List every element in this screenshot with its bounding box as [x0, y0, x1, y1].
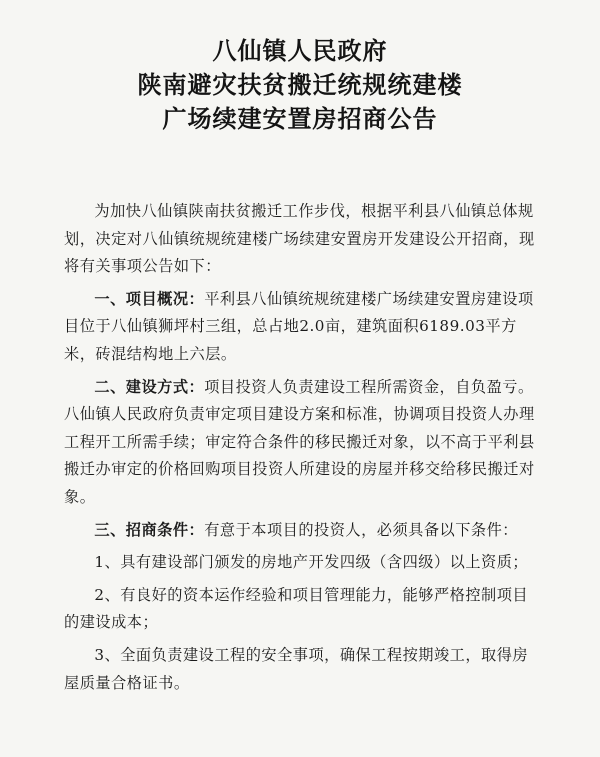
condition-item: 2、有良好的资本运作经验和项目管理能力，能够严格控制项目的建设成本；	[64, 585, 529, 632]
title-line-2: 陕南避灾扶贫搬迁统规统建楼	[137, 71, 463, 99]
section-project-overview	[64, 286, 542, 369]
section-text: 项目投资人负责建设工程所需资金，自负盈亏。八仙镇人民政府负责审定项目建设方案和标准，协调项目投资人办理工程开工所需手续；审定符合条件的移民搬迁对象，以不高于平利县搬迁办审定的价格回购项目投资人所建设的房屋并移交给移民搬迁对象。	[64, 377, 535, 506]
title-line-3: 广场续建安置房招商公告	[162, 105, 438, 133]
section-construction-method	[64, 374, 542, 512]
title-line-1: 八仙镇人民政府	[212, 37, 388, 65]
intro-paragraph: 为加快八仙镇陕南扶贫搬迁工作步伐，根据平利县八仙镇总体规划，决定对八仙镇统规统建楼广场续建安置房开发建设公开招商，现将有关事项公告如下：	[64, 202, 535, 276]
section-investment-conditions	[64, 517, 542, 545]
section-label: 二、建设方式：	[94, 377, 205, 396]
condition-item: 3、全面负责建设工程的安全事项，确保工程按期竣工，取得房屋质量合格证书。	[64, 645, 529, 692]
document-body	[64, 198, 542, 702]
section-label: 一、项目概况：	[94, 289, 205, 308]
section-text: 有意于本项目的投资人，必须具备以下条件：	[204, 520, 518, 539]
document-title	[0, 34, 600, 136]
section-label: 三、招商条件：	[94, 520, 205, 539]
section-text: 平利县八仙镇统规统建楼广场续建安置房建设项目位于八仙镇狮坪村三组，总占地2.0亩，建筑面积6189.03平方米，砖混结构地上六层。	[64, 289, 534, 363]
condition-item: 1、具有建设部门颁发的房地产开发四级（含四级）以上资质；	[94, 553, 529, 572]
